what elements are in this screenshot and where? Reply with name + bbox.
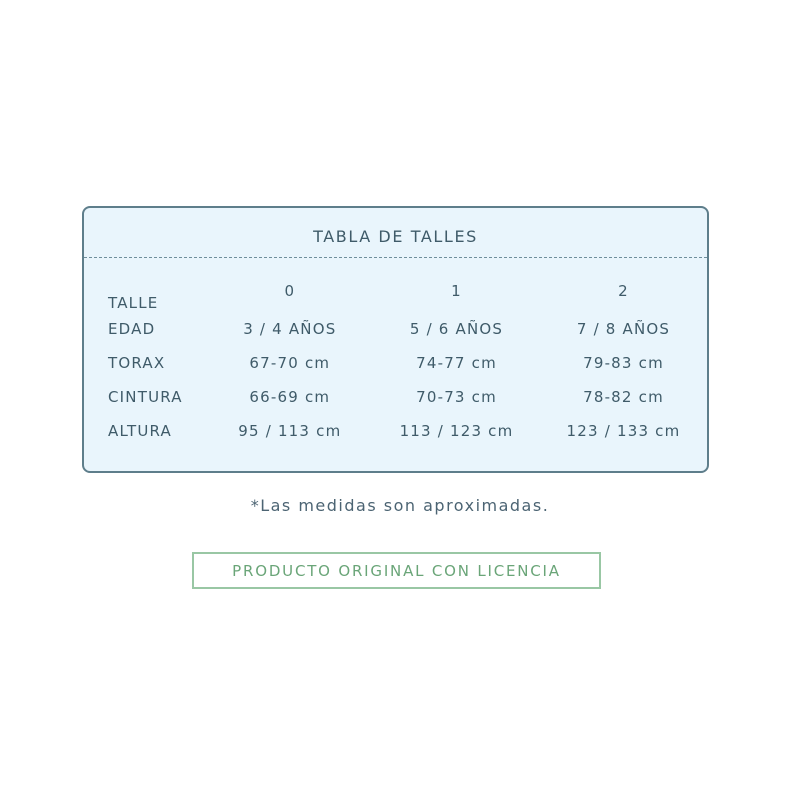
- license-badge: PRODUCTO ORIGINAL CON LICENCIA: [192, 552, 601, 589]
- row-label-torax: TORAX: [108, 354, 166, 372]
- table-row-cintura: [108, 380, 707, 414]
- size-chart-title: TABLA DE TALLES: [313, 227, 478, 246]
- table-row-talle: [108, 280, 707, 312]
- table-cell: 7 / 8 AÑOS: [576, 320, 671, 338]
- row-label-talle: TALLE: [108, 294, 159, 312]
- table-cell: 78-82 cm: [583, 388, 664, 406]
- table-cell: 113 / 123 cm: [399, 422, 514, 440]
- table-row-torax: [108, 346, 707, 380]
- table-cell: 74-77 cm: [416, 354, 497, 372]
- size-table: [108, 280, 707, 448]
- table-cell: 0: [284, 282, 296, 300]
- row-label-altura: ALTURA: [108, 422, 172, 440]
- table-cell: 79-83 cm: [583, 354, 664, 372]
- table-cell: 67-70 cm: [249, 354, 331, 372]
- table-cell: 123 / 133 cm: [566, 422, 681, 440]
- row-label-edad: EDAD: [108, 320, 156, 338]
- size-chart-card: [82, 206, 709, 473]
- table-cell: 1: [451, 282, 462, 300]
- table-row-edad: [108, 312, 707, 346]
- table-cell: 3 / 4 AÑOS: [243, 320, 337, 338]
- table-cell: 2: [618, 282, 629, 300]
- table-row-altura: [108, 414, 707, 448]
- row-label-cintura: CINTURA: [108, 388, 183, 406]
- table-cell: 5 / 6 AÑOS: [409, 320, 504, 338]
- dashed-divider: [84, 257, 707, 258]
- table-cell: 66-69 cm: [249, 388, 331, 406]
- table-cell: 70-73 cm: [416, 388, 497, 406]
- approximate-measures-note: *Las medidas son aproximadas.: [250, 496, 550, 515]
- table-cell: 95 / 113 cm: [238, 422, 342, 440]
